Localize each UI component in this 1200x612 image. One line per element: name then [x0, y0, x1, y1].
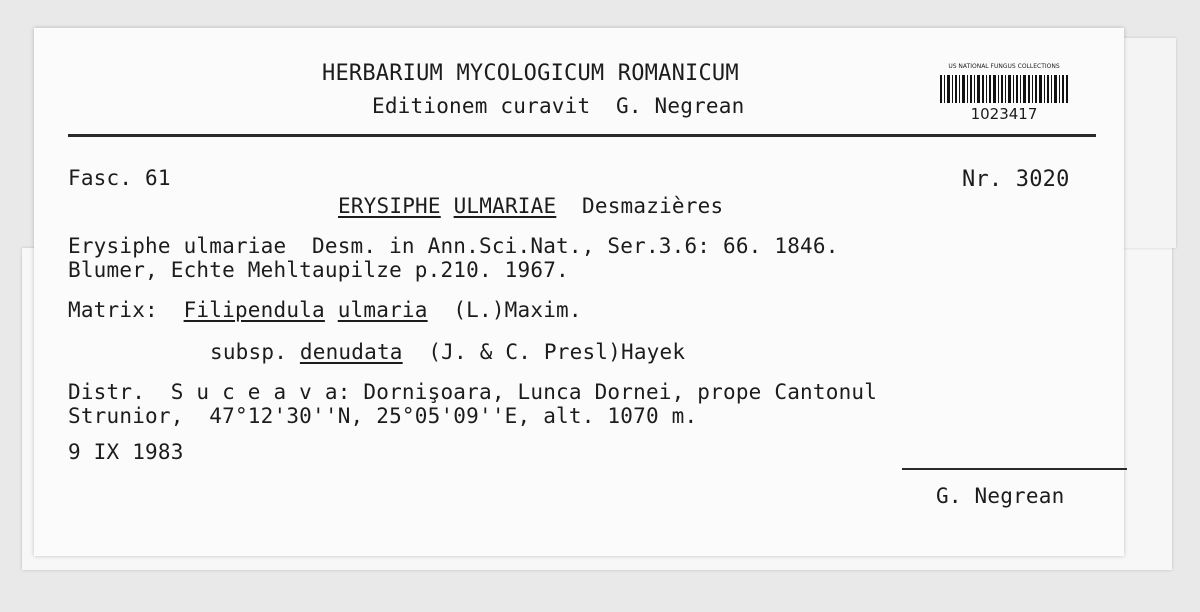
- reference-line-1: Erysiphe ulmariae Desm. in Ann.Sci.Nat., Ser.3.6: 66. 1846.: [68, 234, 839, 258]
- subsp-prefix: subsp.: [210, 340, 288, 364]
- collection-date: 9 IX 1983: [68, 440, 184, 464]
- species-title: [338, 194, 723, 218]
- genus-name: ERYSIPHE: [338, 194, 441, 218]
- exsiccata-number: Nr. 3020: [962, 167, 1070, 192]
- host-species: ulmaria: [337, 298, 428, 322]
- species-author: Desmazières: [582, 194, 724, 218]
- host-author: (L.)Maxim.: [453, 298, 582, 322]
- species-epithet: ULMARIAE: [453, 194, 557, 218]
- fascicle: Fasc. 61: [68, 166, 171, 190]
- header-rule: [68, 134, 1096, 137]
- barcode-number: 1023417: [970, 105, 1038, 123]
- herbarium-title: HERBARIUM MYCOLOGICUM ROMANICUM: [322, 61, 739, 86]
- subsp-name: denudata: [299, 340, 403, 364]
- distribution-line-1: Distr. S u c e a v a: Dornişoara, Lunca Dornei, prope Cantonul: [68, 380, 878, 404]
- host-genus: Filipendula: [183, 298, 325, 322]
- reference-line-2: Blumer, Echte Mehltaupilze p.210. 1967.: [68, 258, 569, 282]
- editor-line: Editionem curavit G. Negrean: [372, 94, 745, 118]
- subsp-author: (J. & C. Presl)Hayek: [428, 340, 686, 364]
- matrix-label: Matrix:: [68, 298, 158, 322]
- matrix-line: [68, 298, 582, 322]
- collector-name: G. Negrean: [936, 484, 1065, 508]
- specimen-label: [34, 28, 1124, 556]
- barcode-icon: [940, 75, 1068, 103]
- collector-rule: [902, 468, 1127, 470]
- distribution-line-2: Strunior, 47°12'30''N, 25°05'09''E, alt. 1070 m.: [68, 404, 698, 428]
- barcode-sticker: [934, 63, 1074, 125]
- barcode-collection: US NATIONAL FUNGUS COLLECTIONS: [948, 63, 1060, 70]
- subspecies-line: [210, 340, 685, 364]
